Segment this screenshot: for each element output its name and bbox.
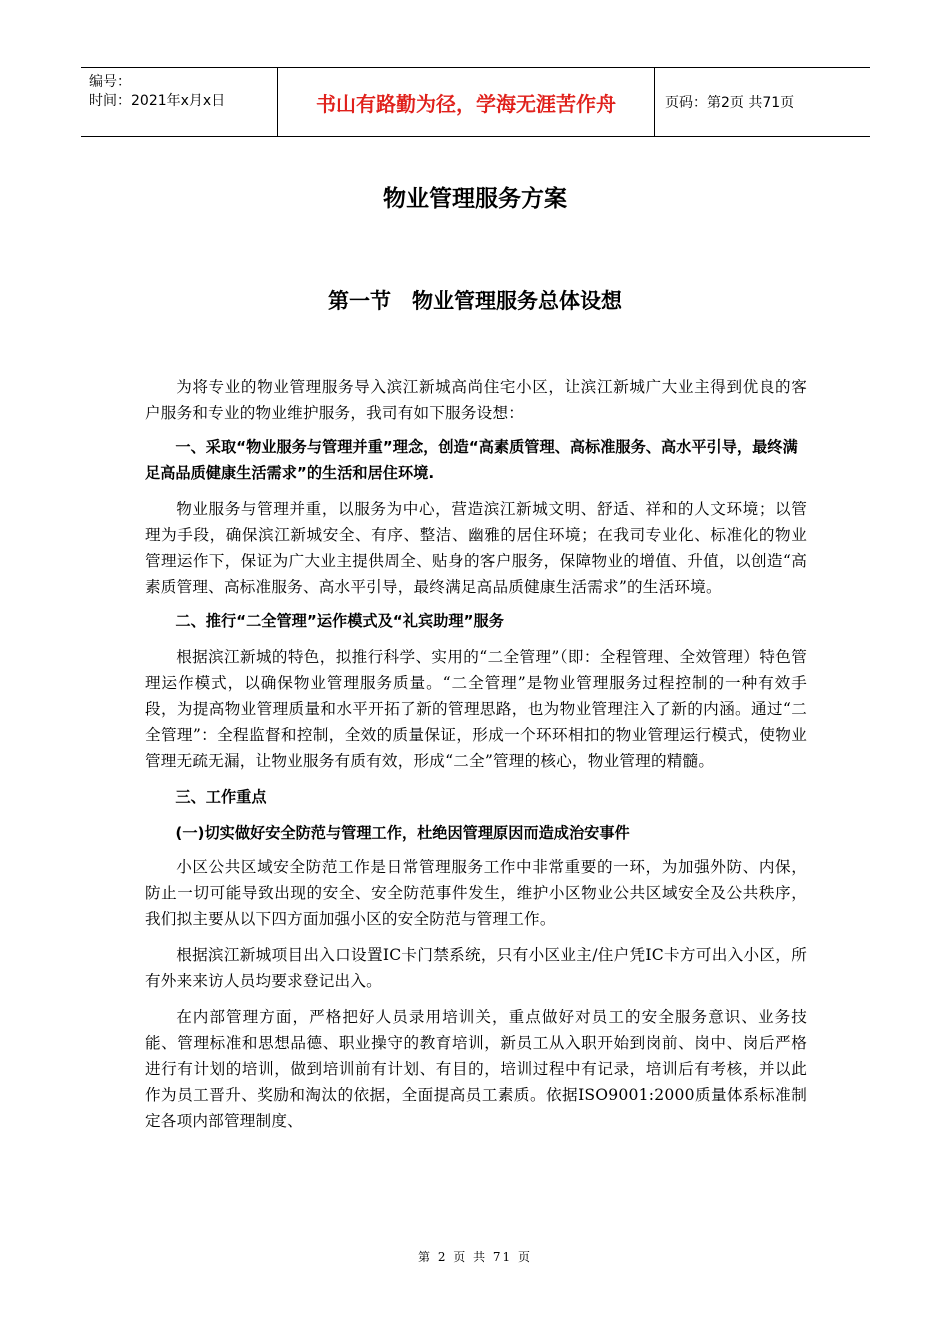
document-title: 物业管理服务方案 — [383, 186, 567, 212]
header-page-info: 页码：第2页 共71页 — [665, 95, 795, 111]
subheading-1: (一)切实做好安全防范与管理工作，杜绝因管理原因而造成治安事件 — [175, 824, 630, 842]
paragraph: 小区公共区域安全防范工作是日常管理服务工作中非常重要的一环，为加强外防、内保，防止一切可能导致出现的安全、安全防范事件发生，维护小区物业公共区域安全及公共秩序，我们拟主要从以下四方面加强小区的安全防范与管理工作。 — [145, 858, 807, 928]
header-motto: 书山有路勤为径，学海无涯苦作舟 — [278, 68, 655, 136]
page-footer: 第 2 页 共 71 页 — [418, 1250, 532, 1264]
heading-3: 三、工作重点 — [175, 788, 267, 806]
paragraph: 物业服务与管理并重，以服务为中心，营造滨江新城文明、舒适、祥和的人文环境；以管理为手段，确保滨江新城安全、有序、整洁、幽雅的居住环境；在我司专业化、标准化的物业管理运作下，保证为广大业主提供周全、贴身的客户服务，保障物业的增值、升值，以创造“高素质管理、高标准服务、高水平引导，最终满足高品质健康生活需求”的生活环境。 — [145, 500, 807, 596]
header-meta — [81, 68, 278, 136]
document-body — [145, 374, 807, 1134]
number-label: 编号： — [89, 74, 131, 90]
heading-2: 二、推行“二全管理”运作模式及“礼宾助理”服务 — [175, 612, 504, 630]
paragraph: 根据滨江新城的特色，拟推行科学、实用的“二全管理”（即：全程管理、全效管理）特色管理运作模式，以确保物业管理服务质量。“二全管理”是物业管理服务过程控制的一种有效手段，为提高物业管理质量和水平开拓了新的管理思路，也为物业管理注入了新的内涵。通过“二全管理”：全程监督和控制，全效的质量保证，形成一个环环相扣的物业管理运行模式，使物业管理无疏无漏，让物业服务有质有效，形成“二全”管理的核心，物业管理的精髓。 — [145, 648, 807, 770]
header-table — [81, 67, 870, 137]
section-title: 第一节 物业管理服务总体设想 — [328, 289, 622, 313]
paragraph: 根据滨江新城项目出入口设置IC卡门禁系统，只有小区业主/住户凭IC卡方可出入小区，所有外来来访人员均要求登记出入。 — [145, 946, 807, 990]
heading-1: 一、采取“物业服务与管理并重”理念，创造“高素质管理、高标准服务、高水平引导，最终满足高品质健康生活需求”的生活和居住环境. — [145, 438, 798, 482]
paragraph: 在内部管理方面，严格把好人员录用培训关，重点做好对员工的安全服务意识、业务技能、管理标准和思想品德、职业操守的教育培训，新员工从入职开始到岗前、岗中、岗后严格进行有计划的培训，做到培训前有计划、有目的，培训过程中有记录，培训后有考核，并以此作为员工晋升、奖励和淘汰的依据，全面提高员工素质。依据ISO9001:2000质量体系标准制定各项内部管理制度、 — [145, 1008, 807, 1130]
paragraph-intro: 为将专业的物业管理服务导入滨江新城高尚住宅小区，让滨江新城广大业主得到优良的客户服务和专业的物业维护服务，我司有如下服务设想： — [145, 378, 807, 422]
time-label: 时间：2021年x月x日 — [89, 93, 226, 109]
